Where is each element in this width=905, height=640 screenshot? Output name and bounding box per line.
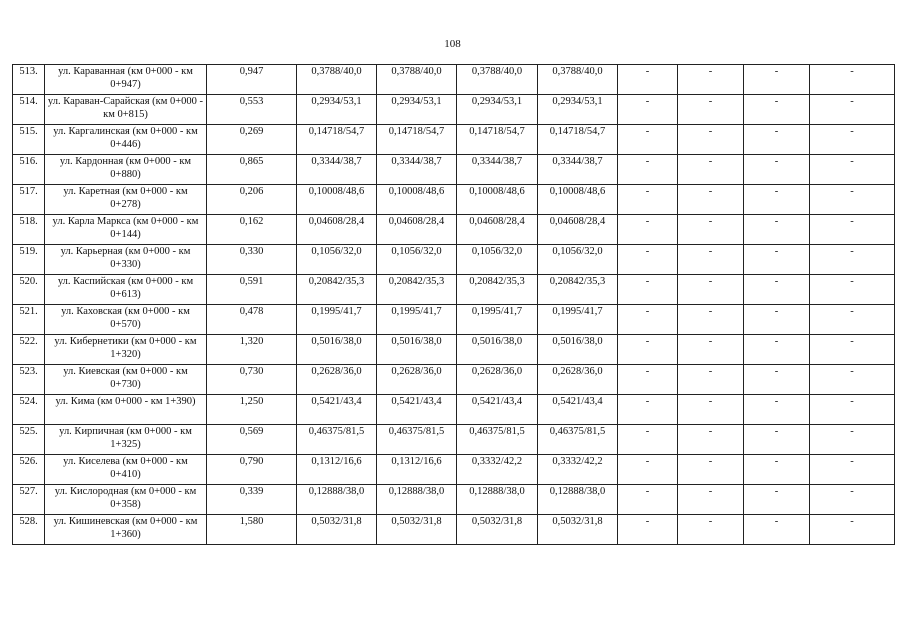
value-cell-3: 0,10008/48,6: [457, 185, 538, 215]
street-name: ул. Карла Маркса (км 0+000 - км 0+144): [45, 215, 207, 245]
row-number: 528.: [13, 515, 45, 545]
dash-cell-2: -: [678, 65, 744, 95]
road-table: [12, 64, 895, 545]
value-cell-4: 0,12888/38,0: [538, 485, 618, 515]
value-cell-4: 0,46375/81,5: [538, 425, 618, 455]
dash-cell-1: -: [618, 335, 678, 365]
dash-cell-1: -: [618, 95, 678, 125]
street-name: ул. Киевская (км 0+000 - км 0+730): [45, 365, 207, 395]
value-cell-1: 0,14718/54,7: [297, 125, 377, 155]
dash-cell-2: -: [678, 245, 744, 275]
value-cell-2: 0,5032/31,8: [377, 515, 457, 545]
value-cell-1: 0,1056/32,0: [297, 245, 377, 275]
table-body: [13, 65, 895, 545]
street-name: ул. Карьерная (км 0+000 - км 0+330): [45, 245, 207, 275]
value-cell-1: 0,2934/53,1: [297, 95, 377, 125]
value-cell-1: 0,20842/35,3: [297, 275, 377, 305]
table-row: [13, 155, 895, 185]
dash-cell-3: -: [744, 365, 810, 395]
table-row: [13, 365, 895, 395]
table-row: [13, 275, 895, 305]
value-cell-3: 0,5421/43,4: [457, 395, 538, 425]
dash-cell-3: -: [744, 455, 810, 485]
street-name: ул. Киселева (км 0+000 - км 0+410): [45, 455, 207, 485]
value-cell-1: 0,12888/38,0: [297, 485, 377, 515]
value-cell-2: 0,46375/81,5: [377, 425, 457, 455]
dash-cell-2: -: [678, 395, 744, 425]
length-value: 0,865: [207, 155, 297, 185]
dash-cell-3: -: [744, 515, 810, 545]
table-row: [13, 305, 895, 335]
value-cell-4: 0,2628/36,0: [538, 365, 618, 395]
row-number: 514.: [13, 95, 45, 125]
dash-cell-1: -: [618, 245, 678, 275]
dash-cell-2: -: [678, 485, 744, 515]
value-cell-4: 0,3344/38,7: [538, 155, 618, 185]
value-cell-4: 0,1056/32,0: [538, 245, 618, 275]
dash-cell-2: -: [678, 425, 744, 455]
value-cell-4: 0,10008/48,6: [538, 185, 618, 215]
value-cell-1: 0,1995/41,7: [297, 305, 377, 335]
value-cell-1: 0,5016/38,0: [297, 335, 377, 365]
street-name: ул. Кирпичная (км 0+000 - км 1+325): [45, 425, 207, 455]
dash-cell-1: -: [618, 125, 678, 155]
street-name: ул. Каспийская (км 0+000 - км 0+613): [45, 275, 207, 305]
value-cell-2: 0,3344/38,7: [377, 155, 457, 185]
dash-cell-2: -: [678, 335, 744, 365]
value-cell-2: 0,5016/38,0: [377, 335, 457, 365]
street-name: ул. Кима (км 0+000 - км 1+390): [45, 395, 207, 425]
value-cell-3: 0,1056/32,0: [457, 245, 538, 275]
length-value: 0,330: [207, 245, 297, 275]
length-value: 0,478: [207, 305, 297, 335]
dash-cell-3: -: [744, 245, 810, 275]
table-row: [13, 455, 895, 485]
value-cell-3: 0,5032/31,8: [457, 515, 538, 545]
row-number: 515.: [13, 125, 45, 155]
row-number: 521.: [13, 305, 45, 335]
value-cell-4: 0,2934/53,1: [538, 95, 618, 125]
value-cell-1: 0,3788/40,0: [297, 65, 377, 95]
value-cell-1: 0,1312/16,6: [297, 455, 377, 485]
dash-cell-4: -: [810, 185, 895, 215]
value-cell-1: 0,5421/43,4: [297, 395, 377, 425]
length-value: 0,591: [207, 275, 297, 305]
dash-cell-1: -: [618, 515, 678, 545]
dash-cell-3: -: [744, 215, 810, 245]
value-cell-3: 0,20842/35,3: [457, 275, 538, 305]
dash-cell-4: -: [810, 365, 895, 395]
value-cell-4: 0,5421/43,4: [538, 395, 618, 425]
row-number: 526.: [13, 455, 45, 485]
dash-cell-3: -: [744, 305, 810, 335]
street-name: ул. Кишиневская (км 0+000 - км 1+360): [45, 515, 207, 545]
dash-cell-2: -: [678, 125, 744, 155]
row-number: 525.: [13, 425, 45, 455]
dash-cell-3: -: [744, 425, 810, 455]
value-cell-1: 0,46375/81,5: [297, 425, 377, 455]
value-cell-3: 0,3344/38,7: [457, 155, 538, 185]
dash-cell-2: -: [678, 185, 744, 215]
length-value: 0,339: [207, 485, 297, 515]
dash-cell-3: -: [744, 485, 810, 515]
dash-cell-3: -: [744, 395, 810, 425]
row-number: 522.: [13, 335, 45, 365]
value-cell-2: 0,20842/35,3: [377, 275, 457, 305]
dash-cell-2: -: [678, 365, 744, 395]
value-cell-2: 0,5421/43,4: [377, 395, 457, 425]
length-value: 0,947: [207, 65, 297, 95]
dash-cell-1: -: [618, 485, 678, 515]
length-value: 1,250: [207, 395, 297, 425]
dash-cell-4: -: [810, 395, 895, 425]
value-cell-4: 0,3788/40,0: [538, 65, 618, 95]
dash-cell-2: -: [678, 455, 744, 485]
table-row: [13, 245, 895, 275]
value-cell-2: 0,1995/41,7: [377, 305, 457, 335]
value-cell-2: 0,1312/16,6: [377, 455, 457, 485]
dash-cell-4: -: [810, 245, 895, 275]
dash-cell-4: -: [810, 335, 895, 365]
street-name: ул. Кибернетики (км 0+000 - км 1+320): [45, 335, 207, 365]
row-number: 516.: [13, 155, 45, 185]
value-cell-3: 0,12888/38,0: [457, 485, 538, 515]
table-row: [13, 185, 895, 215]
value-cell-2: 0,14718/54,7: [377, 125, 457, 155]
table-row: [13, 515, 895, 545]
row-number: 520.: [13, 275, 45, 305]
value-cell-2: 0,10008/48,6: [377, 185, 457, 215]
dash-cell-1: -: [618, 305, 678, 335]
dash-cell-1: -: [618, 425, 678, 455]
row-number: 517.: [13, 185, 45, 215]
value-cell-4: 0,3332/42,2: [538, 455, 618, 485]
length-value: 0,269: [207, 125, 297, 155]
value-cell-3: 0,3332/42,2: [457, 455, 538, 485]
table-row: [13, 425, 895, 455]
value-cell-3: 0,2628/36,0: [457, 365, 538, 395]
value-cell-3: 0,46375/81,5: [457, 425, 538, 455]
value-cell-3: 0,3788/40,0: [457, 65, 538, 95]
dash-cell-1: -: [618, 365, 678, 395]
table-row: [13, 335, 895, 365]
dash-cell-1: -: [618, 185, 678, 215]
length-value: 0,790: [207, 455, 297, 485]
dash-cell-4: -: [810, 155, 895, 185]
dash-cell-2: -: [678, 515, 744, 545]
value-cell-3: 0,5016/38,0: [457, 335, 538, 365]
street-name: ул. Кислородная (км 0+000 - км 0+358): [45, 485, 207, 515]
dash-cell-3: -: [744, 95, 810, 125]
dash-cell-4: -: [810, 455, 895, 485]
dash-cell-4: -: [810, 65, 895, 95]
dash-cell-2: -: [678, 155, 744, 185]
dash-cell-3: -: [744, 65, 810, 95]
length-value: 0,553: [207, 95, 297, 125]
dash-cell-3: -: [744, 155, 810, 185]
dash-cell-3: -: [744, 335, 810, 365]
value-cell-1: 0,2628/36,0: [297, 365, 377, 395]
value-cell-2: 0,1056/32,0: [377, 245, 457, 275]
dash-cell-2: -: [678, 95, 744, 125]
dash-cell-4: -: [810, 275, 895, 305]
value-cell-3: 0,14718/54,7: [457, 125, 538, 155]
value-cell-3: 0,1995/41,7: [457, 305, 538, 335]
value-cell-4: 0,1995/41,7: [538, 305, 618, 335]
dash-cell-4: -: [810, 305, 895, 335]
table-row: [13, 65, 895, 95]
table-row: [13, 215, 895, 245]
dash-cell-1: -: [618, 65, 678, 95]
table-row: [13, 395, 895, 425]
value-cell-1: 0,5032/31,8: [297, 515, 377, 545]
value-cell-4: 0,5032/31,8: [538, 515, 618, 545]
page-number: 108: [444, 38, 461, 50]
dash-cell-3: -: [744, 275, 810, 305]
value-cell-4: 0,5016/38,0: [538, 335, 618, 365]
row-number: 523.: [13, 365, 45, 395]
value-cell-4: 0,04608/28,4: [538, 215, 618, 245]
value-cell-4: 0,14718/54,7: [538, 125, 618, 155]
value-cell-2: 0,2934/53,1: [377, 95, 457, 125]
dash-cell-4: -: [810, 125, 895, 155]
street-name: ул. Кардонная (км 0+000 - км 0+880): [45, 155, 207, 185]
street-name: ул. Каховская (км 0+000 - км 0+570): [45, 305, 207, 335]
row-number: 527.: [13, 485, 45, 515]
dash-cell-4: -: [810, 485, 895, 515]
length-value: 0,162: [207, 215, 297, 245]
value-cell-1: 0,3344/38,7: [297, 155, 377, 185]
value-cell-1: 0,04608/28,4: [297, 215, 377, 245]
value-cell-1: 0,10008/48,6: [297, 185, 377, 215]
value-cell-3: 0,2934/53,1: [457, 95, 538, 125]
length-value: 0,730: [207, 365, 297, 395]
dash-cell-2: -: [678, 275, 744, 305]
length-value: 0,206: [207, 185, 297, 215]
value-cell-4: 0,20842/35,3: [538, 275, 618, 305]
value-cell-2: 0,04608/28,4: [377, 215, 457, 245]
length-value: 1,580: [207, 515, 297, 545]
length-value: 1,320: [207, 335, 297, 365]
dash-cell-1: -: [618, 155, 678, 185]
row-number: 519.: [13, 245, 45, 275]
dash-cell-4: -: [810, 95, 895, 125]
value-cell-2: 0,2628/36,0: [377, 365, 457, 395]
dash-cell-1: -: [618, 215, 678, 245]
value-cell-3: 0,04608/28,4: [457, 215, 538, 245]
table-row: [13, 95, 895, 125]
dash-cell-1: -: [618, 455, 678, 485]
dash-cell-4: -: [810, 515, 895, 545]
table-row: [13, 125, 895, 155]
length-value: 0,569: [207, 425, 297, 455]
street-name: ул. Каргалинская (км 0+000 - км 0+446): [45, 125, 207, 155]
value-cell-2: 0,3788/40,0: [377, 65, 457, 95]
dash-cell-2: -: [678, 215, 744, 245]
dash-cell-4: -: [810, 425, 895, 455]
dash-cell-2: -: [678, 305, 744, 335]
street-name: ул. Каретная (км 0+000 - км 0+278): [45, 185, 207, 215]
dash-cell-3: -: [744, 125, 810, 155]
row-number: 518.: [13, 215, 45, 245]
dash-cell-1: -: [618, 395, 678, 425]
row-number: 524.: [13, 395, 45, 425]
dash-cell-4: -: [810, 215, 895, 245]
dash-cell-3: -: [744, 185, 810, 215]
table-row: [13, 485, 895, 515]
row-number: 513.: [13, 65, 45, 95]
value-cell-2: 0,12888/38,0: [377, 485, 457, 515]
street-name: ул. Караванная (км 0+000 - км 0+947): [45, 65, 207, 95]
street-name: ул. Караван-Сарайская (км 0+000 - км 0+815): [45, 95, 207, 125]
dash-cell-1: -: [618, 275, 678, 305]
